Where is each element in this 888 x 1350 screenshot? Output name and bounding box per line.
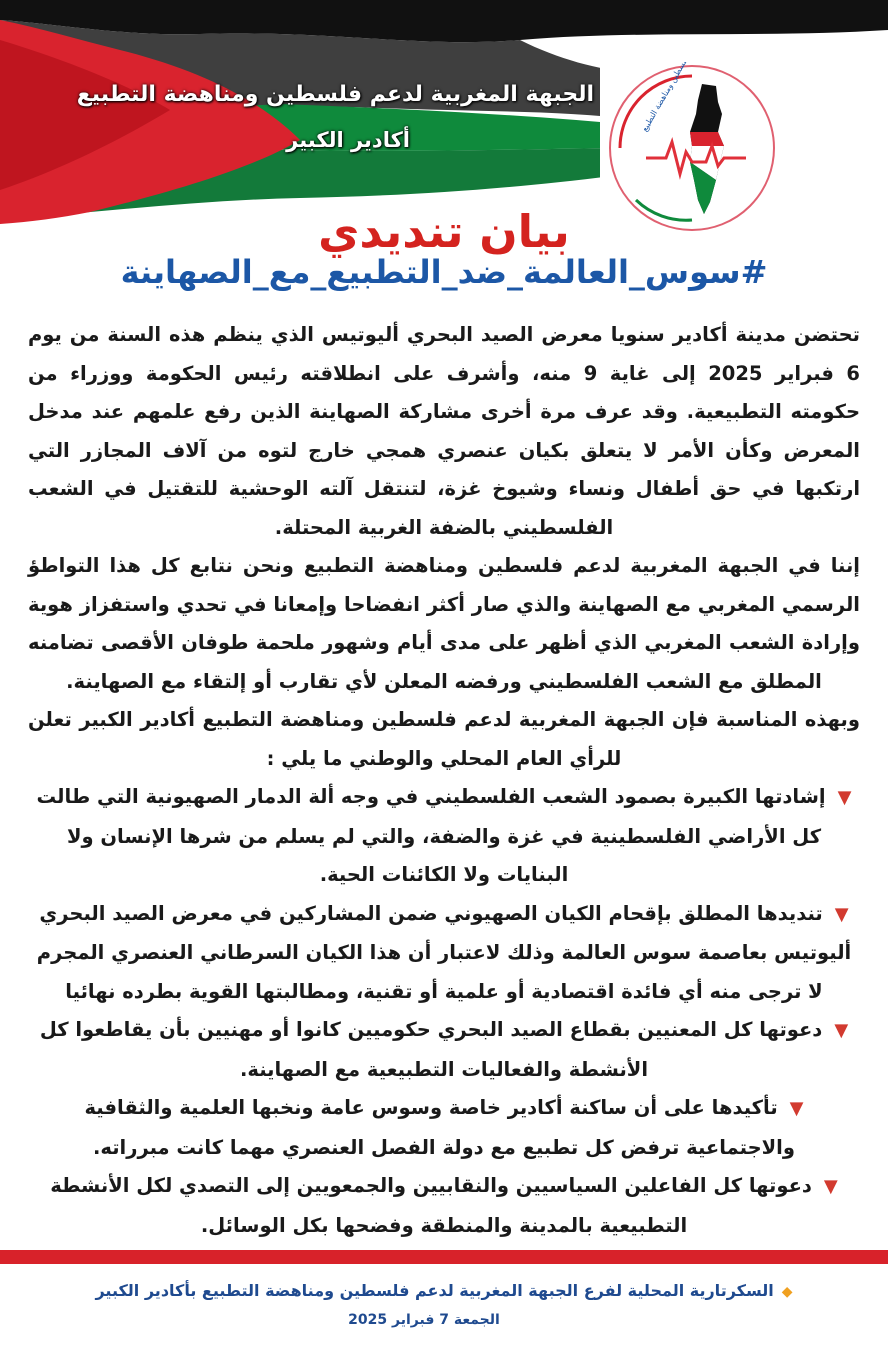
statement-title: بيان تنديدي: [318, 205, 570, 258]
paragraph: وبهذه المناسبة فإن الجبهة المغربية لدعم فلسطين ومناهضة التطبيع أكادير الكبير تعلن للرأي العام المحلي والوطني ما يلي :: [28, 708, 860, 770]
list-item: [28, 895, 860, 1012]
footer-divider: [0, 1250, 888, 1264]
organization-city: أكادير الكبير: [286, 128, 410, 152]
list-item-text: إشادتها الكبيرة بصمود الشعب الفلسطيني في وجه ألة الدمار الصهيونية التي طالت كل الأراضي الفلسطينية في غزة والضفة، والتي لم يسلم من شرها الإنسان ولا البنايات ولا الكائنات الحية.: [36, 785, 826, 886]
list-item: [28, 1011, 860, 1089]
list-item: [28, 1167, 860, 1245]
signature-text: السكرتارية المحلية لفرع الجبهة المغربية لدعم فلسطين ومناهضة التطبيع بأكادير الكبير: [95, 1281, 774, 1300]
list-item: [28, 1089, 860, 1167]
red-triangle-icon: ▼: [834, 1020, 849, 1041]
paragraph: تحتضن مدينة أكادير سنويا معرض الصيد البحري أليوتيس الذي ينظم هذه السنة من يوم 6 فبراير 2025 إلى غاية 9 منه، وأشرف على انطلاقته رئيس الحكومة ووزراء من حكومته التطبيعية. وقد عرف مرة أخرى مشاركة الصهاينة الذين رفع علمهم عند مدخل المعرض وكأن الأمر لا يتعلق بكيان عنصري همجي خارج لتوه من آلاف المجازر التي ارتكبها في حق أطفال ونساء وشيوخ غزة، لتنتقل آلته الوحشية للتقتيل في الشعب الفلسطيني بالضفة الغربية المحتلة.: [28, 323, 860, 539]
list-item: [28, 778, 860, 895]
list-item-text: تنديدها المطلق بإقحام الكيان الصهيوني ضمن المشاركين في معرض الصيد البحري أليوتيس بعاصمة سوس العالمة وذلك لاعتبار أن هذا الكيان السرطاني العنصري المجرم لا ترجى منه أي فائدة اقتصادية أو علمية أو تقنية، ومطالبتها القوية بطرده نهائيا: [36, 901, 852, 1003]
list-item-text: دعوتها كل المعنيين بقطاع الصيد البحري حكوميين كانوا أو مهنيين بأن يقاطعوا كل الأنشطة والفعاليات التطبيعية مع الصهاينة.: [39, 1018, 823, 1081]
red-triangle-icon: ▼: [823, 1176, 838, 1197]
paragraph: إننا في الجبهة المغربية لدعم فلسطين ومناهضة التطبيع ونحن نتابع كل هذا التواطؤ الرسمي المغربي مع الصهاينة والذي صار أكثر انفضاحا وإمعانا في تحدي واستفزاز هوية وإرادة الشعب المغربي الذي أظهر على مدى أيام وشهور ملحمة طوفان الأقصى تضامنه المطلق مع الشعب الفلسطيني ورفضه المعلن لأي تقارب أو إلتقاء مع الصهاينة.: [28, 554, 860, 693]
campaign-hashtag: #سوس_العالمة_ضد_التطبيع_مع_الصهاينة: [120, 253, 768, 291]
list-item-text: تأكيدها على أن ساكنة أكادير خاصة وسوس عامة ونخبها العلمية والثقافية والاجتماعية ترفض كل تطبيع مع دولة الفصل العنصري مهما كانت مبرراته.: [84, 1096, 795, 1159]
red-triangle-icon: ▼: [789, 1098, 804, 1119]
footer-signature: [0, 1281, 888, 1300]
orange-diamond-icon: ◆: [781, 1284, 793, 1300]
red-triangle-icon: ▼: [834, 903, 849, 925]
list-item-text: دعوتها كل الفاعلين السياسيين والنقابيين والجمعويين إلى التصدي لكل الأنشطة التطبيعية بالمدينة والمنطقة وفضحها بكل الوسائل.: [50, 1174, 812, 1237]
red-triangle-icon: ▼: [837, 787, 852, 808]
organization-name: الجبهة المغربية لدعم فلسطين ومناهضة التطبيع: [76, 82, 594, 107]
statement-body: [28, 316, 860, 1245]
footer-date: الجمعة 7 فبراير 2025: [348, 1312, 500, 1328]
